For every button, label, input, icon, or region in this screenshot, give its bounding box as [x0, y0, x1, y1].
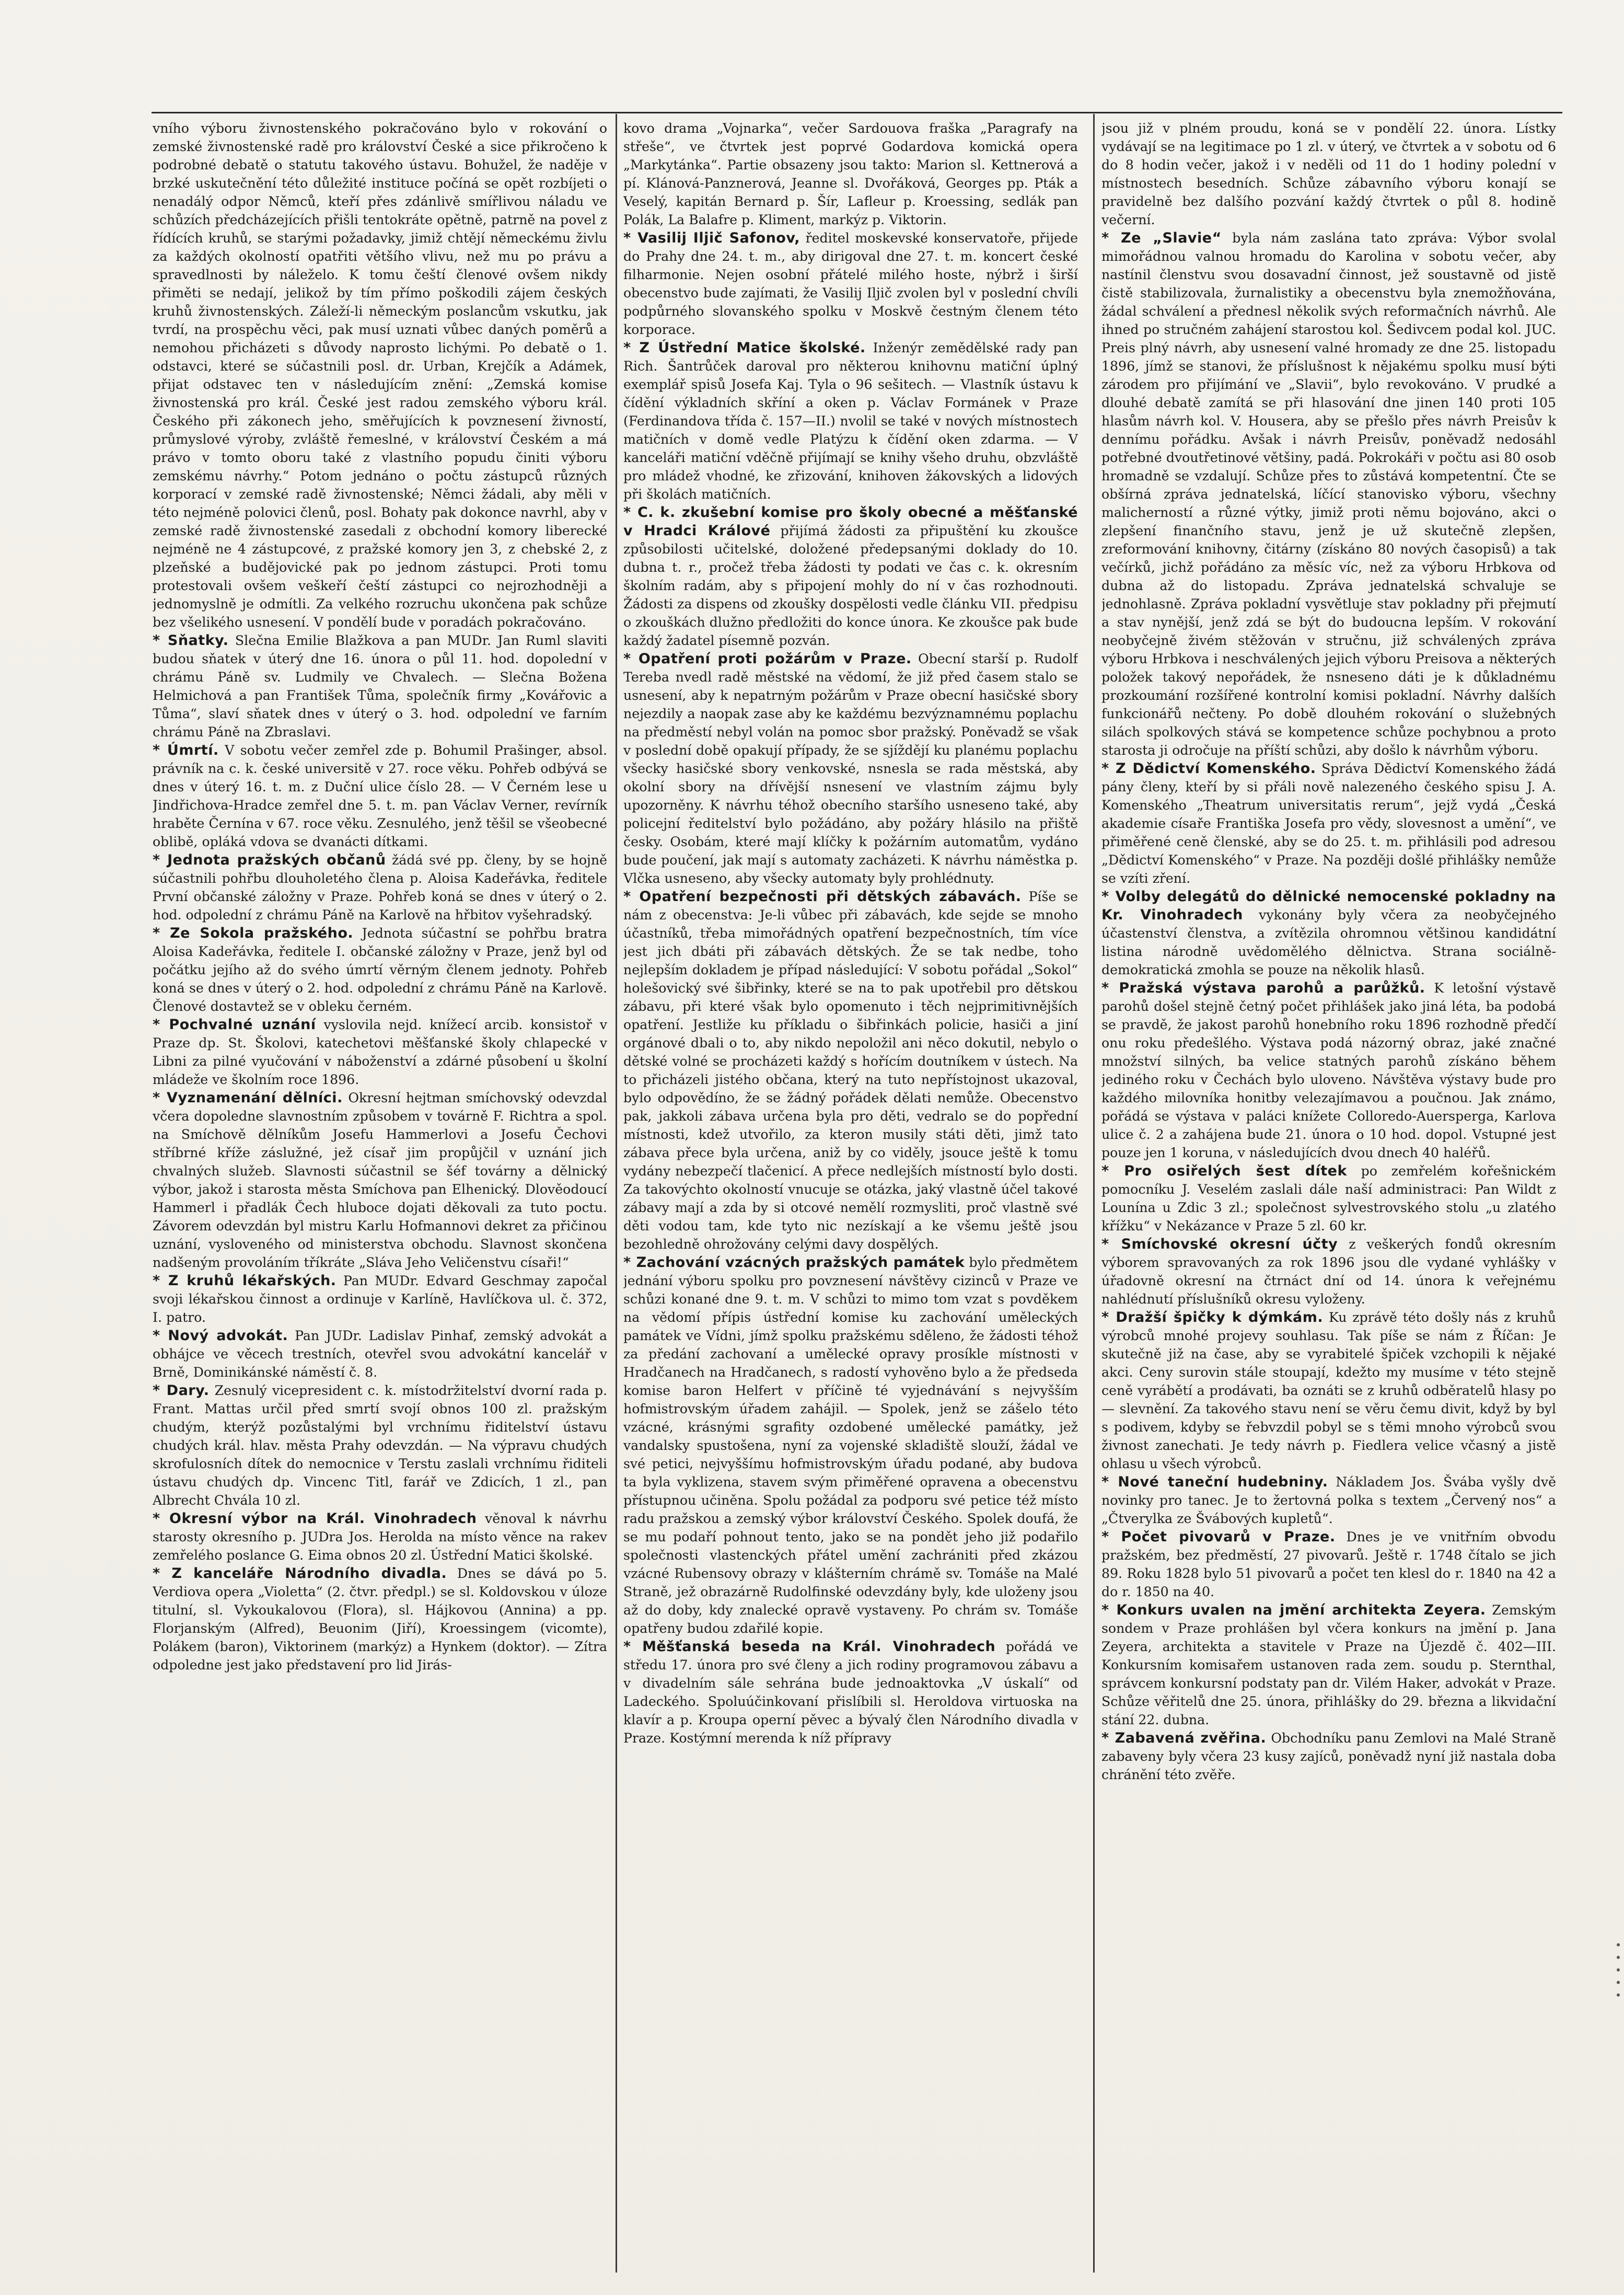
article-heading: * Zabavená zvěřina.	[1101, 1730, 1267, 1746]
article-text: věnoval k návrhu starosty okresního p. JUDra Jos. Herolda na místo věnce na rakev zemřelého poslance G. Eima obnos 20 zl. Ústřední Matici školské.	[153, 1511, 607, 1563]
article-text: Zemským sondem v Praze prohlášen byl včera konkurs na jmění p. Jana Zeyera, architekta a stavitele v Praze na Újezdě č. 402—III. Konkursním komisařem ustanoven rada zem. soudu p. Sternthal, správcem konkursní podstaty pan dr. Vilém Haker, advokát v Praze. Schůze věřitelů dne 25. února, přihlášky do 29. března a likvidační stání 22. dubna.	[1101, 1602, 1556, 1727]
article-heading: * Smíchovské okresní účty	[1101, 1236, 1338, 1252]
article-text: po zemřelém kořešnickém pomocníku J. Veselém zaslali dále naší administraci: Pan Wildt z Lounína u Zdic 3 zl.; společnost sylvestrovského stolu „u zlatého křížku“ v Nekázance v Praze 5 zl. 60 kr.	[1101, 1163, 1556, 1233]
article-paragraph	[1101, 1601, 1556, 1729]
article-paragraph	[1101, 1729, 1556, 1784]
article-text: Pan MUDr. Edvard Geschmay započal svoji lékařskou činnost a ordinuje v Karlíně, Havlíčkova ul. č. 372, I. patro.	[153, 1273, 607, 1325]
column-divider-2	[1093, 114, 1095, 2273]
article-text: přijímá žádosti za připuštění ku zkoušce způsobilosti učitelské, doložené předepsanými doklady do 10. dubna t. r., pročež třeba žádosti ty podati ve čas c. k. okresním školním radám, aby s připojení mohly do ní v čas rozhodnouti. Žádosti za dispens od zkoušky dospělosti vedle článku VII. předpisu o zkouškách dlužno předložiti do konce února. Ke zkoušce pak bude každý žadatel písemně pozván.	[623, 523, 1078, 648]
article-paragraph	[153, 119, 607, 631]
article-text: vního výboru živnostenského pokračováno bylo v rokování o zemské živnostenské radě pro království České a sice přikročeno k podrobné debatě o statutu takového ústavu. Bohužel, že naděje v brzké uskutečnění této důležité instituce počíná se opět rozbíjeti o nenadálý odpor Němců, kteří přes zdánlivě smířlivou náladu ve schůzích předcházejících přišli tentokráte opětně, patrně na povel z řídících kruhů, se starými požadavky, jimiž chtějí německému živlu za každých okolností opatřiti většího vlivu, než mu po právu a spravedlnosti by náleželo. K tomu čeští členové ovšem nikdy přiměti se nedají, jelikož by tím přímo poškodili zájem českých kruhů živnostenských. Záleží-li německým poslancům vskutku, jak tvrdí, na prospěchu věci, pak musí uznati vůbec daných poměrů a nemohou přicházeti s důvody naprosto lichými. Po debatě o 1. odstavci, které se súčastnili posl. dr. Urban, Krejčík a Adámek, přijat odstavec ten v následujícím znění: „Zemská komise živnostenská pro král. České jest radou zemského výboru král. Českého při zákonech jeho, směřujících k povznesení živností, průmyslové výroby, zvláště řemeslné, v království Českém a má právo v tomto oboru také z vlastního popudu činiti výboru zemskému návrhy.“ Potom jednáno o počtu zástupců různých korporací v zemské radě živnostenské; Němci žádali, aby měli v této nejméně polovici členů, posl. Bohaty pak dokonce navrhl, aby v zemské radě živnostenské zasedali z obchodní komory liberecké nejméně ne 4 zástupcové, z pražské komory jen 3, z chebské 2, z plzeňské a budějovické pak po jednom zástupci. Proti tomu protestovali ovšem veškeří čeští zástupci co nejrozhodněji a jednomyslně je odmítli. Za velkého rozruchu ukončena pak schůze bez všelikého usnesení. V pondělí bude v poradách pokračováno.	[153, 121, 607, 630]
article-text: žádá své pp. členy, by se hojně súčastnili pohřbu dlouholetého člena p. Aloisa Kadeřávka, ředitele První občanské záložny v Praze. Pohřeb koná se dnes v úterý o 2. hod. odpolední z chrámu Páně na Karlově na hřbitov vyšehradský.	[153, 852, 607, 922]
article-paragraph	[1101, 1528, 1556, 1601]
article-paragraph	[153, 851, 607, 924]
article-heading: * Okresní výbor na Král. Vinohradech	[153, 1510, 477, 1527]
article-text: Nákladem Jos. Švába vyšly dvě novinky pro tanec. Je to žertovná polka s textem „Červený nos“ a „Čtverylka ze Švábových kupletů“.	[1101, 1474, 1556, 1526]
article-paragraph	[153, 1272, 607, 1327]
article-paragraph	[153, 1016, 607, 1089]
article-paragraph	[153, 1509, 607, 1564]
article-paragraph	[623, 650, 1078, 887]
article-text: Dnes je ve vnitřním obvodu pražském, bez předměstí, 27 pivovarů. Ještě r. 1748 čítalo se jich 89. Roku 1828 bylo 51 pivovarů a počet ten klesl do r. 1840 na 42 a do r. 1850 na 40.	[1101, 1529, 1556, 1599]
article-paragraph	[623, 1253, 1078, 1637]
article-heading: * Úmrtí.	[153, 742, 219, 758]
article-text: Slečna Emilie Blažkova a pan MUDr. Jan Ruml slaviti budou sňatek v úterý dne 16. února o půl 11. hod. dopolední v chrámu Páně sv. Ludmily ve Chvalech. — Slečna Božena Helmichová a pan František Tůma, společník firmy „Kovářovic a Tůma“, slaví sňatek dnes v úterý o 3. hod. odpolední ve farním chrámu Páně na Zbraslavi.	[153, 633, 607, 740]
article-text: Dnes se dává po 5. Verdiova opera „Violetta“ (2. čtvr. předpl.) se sl. Koldovskou v úloze titulní, sl. Vykoukalovou (Flora), sl. Hájkovou (Annina) a pp. Florjanským (Alfred), Beuonim (Jiří), Kroessingem (vicomte), Polákem (baron), Viktorinem (markýz) a Hynkem (doktor). — Zítra odpoledne jest jako představení pro lid Jirás-	[153, 1566, 607, 1673]
article-paragraph	[1101, 759, 1556, 887]
article-paragraph	[1101, 979, 1556, 1162]
article-heading: * Z kanceláře Národního divadla.	[153, 1565, 447, 1582]
article-heading: * Ze „Slavie“	[1101, 230, 1222, 246]
article-text: Pan JUDr. Ladislav Pinhaf, zemský advokát a obhájce ve věcech trestních, otevřel svou advokátní kancelář v Brně, Dominikánské náměstí č. 8.	[153, 1328, 607, 1380]
article-paragraph	[623, 1637, 1078, 1747]
article-heading: * Počet pivovarů v Praze.	[1101, 1529, 1336, 1545]
article-text: Správa Dědictví Komenského žádá pány členy, kteří by si přáli nově nalezeného českého spisu J. A. Komenského „Theatrum universitatis rerum“, jejž vydá „Česká akademie císaře Františka Josefa pro vědy, slovesnost a umění“, ve přiměřené ceně členské, aby se do 25. t. m. přihlásili pod adresou „Dědictví Komenského“ v Praze. Na později došlé přihlášky nemůže se vzíti zření.	[1101, 761, 1556, 886]
article-text: kovo drama „Vojnarka“, večer Sardouova fraška „Paragrafy na střeše“, ve čtvrtek jest poprvé Godardova komická opera „Markytánka“. Partie obsazeny jsou takto: Marion sl. Kettnerová a pí. Klánová-Panznerová, Jeanne sl. Dvořáková, Georges pp. Pták a Veselý, kapitán Bernard p. Šír, Lafleur p. Kroessing, sedlák pan Polák, La Balafre p. Kliment, markýz p. Viktorin.	[623, 121, 1078, 227]
article-heading: * Sňatky.	[153, 632, 229, 649]
article-text: K letošní výstavě parohů došel stejně četný počet přihlášek jako jiná léta, ba podobá se pravdě, že jakost parohů honebního roku 1896 rozhodně předčí onu roku předešlého. Výstava podá názorný obraz, jaké značné množství silných, ba velice statných parohů získáno během jediného roku v Čechách bylo uloveno. Návštěva výstavy bude pro každého milovníka honitby velezajímavou a poučnou. Jak známo, pořádá se výstava v paláci knížete Colloredo-Auersperga, Karlova ulice č. 2 a zahájena bude 21. února o 10 hod. dopol. Vstupné jest pouze jen 1 koruna, v následujících dvou dnech 40 haléřů.	[1101, 981, 1556, 1160]
article-heading: * Opatření bezpečnosti při dětských zábavách.	[623, 889, 1022, 905]
article-text: Ku zprávě této došly nás z kruhů výrobců mnohé projevy souhlasu. Tak píše se nám z Říčan: Je skutečně již na čase, aby se vyrabitelé špiček vzchopili k nějaké akci. Ceny surovin stále stoupají, kdežto my musíme v této stejně ceně vyrábětí a prodávati, ba oznáti se z kruhů odběratelů hlasy po — slevnění. Za takového stavu není se věru čemu divit, když by byl s podivem, kdyby se řebvzdil pobyl se s těmi mnoho výrobců svou živnost zanechati. Je tedy návrh p. Fiedlera velice včasný a jistě ohlasu u všech výrobců.	[1101, 1310, 1556, 1471]
column-divider-1	[616, 114, 617, 2273]
article-heading: * Vyznamenání dělníci.	[153, 1090, 343, 1106]
article-heading: * Nový advokát.	[153, 1328, 288, 1344]
article-paragraph	[153, 1564, 607, 1674]
article-text: pořádá ve středu 17. února pro své členy a jich rodiny programovou zábavu a v divadelním sále sehrána bude jednoaktovka „V úskalí“ od Ladeckého. Spoluúčinkovaní přislíbili sl. Heroldova virtuoska na klavír a p. Kroupa operní pěvec a bývalý člen Národního divadla v Praze. Kostýmní merenda k níž přípravy	[623, 1639, 1078, 1746]
article-text: V sobotu večer zemřel zde p. Bohumil Prašinger, absol. právník na c. k. české universitě v 27. roce věku. Pohřeb odbývá se dnes v úterý 16. t. m. z Duční ulice číslo 28. — V Černém lese u Jindřichova-Hradce zemřel dne 5. t. m. pan Václav Verner, revírník hraběte Černína v 67. roce věku. Zesnulého, jenž těšil se všeobecné oblibě, opláká vdova se dvanácti dítkami.	[153, 743, 607, 849]
article-heading: * C. k. zkušební komise pro školy obecné a měšťanské v Hradci Králové	[623, 504, 1078, 539]
article-paragraph	[1101, 1473, 1556, 1528]
article-text: jsou již v plném proudu, koná se v pondělí 22. února. Lístky vydávají se na legitimace po 1 zl. v úterý, ve čtvrtek a v sobotu od 6 do 8 hodin večer, jakož i v neděli od 11 do 1 hodiny polední v místnostech besedních. Schůze zábavního výboru konají se pravidelně bez dalšího pozvání každý čtvrtek o půl 8. hodině večerní.	[1101, 121, 1556, 227]
article-paragraph	[623, 119, 1078, 229]
article-heading: * Pro osiřelých šest dítek	[1101, 1163, 1347, 1179]
article-text: Zesnulý vicepresident c. k. místodržitelství dvorní rada p. Frant. Mattas určil před smrtí svojí obnos 100 zl. pražským chudým, kterýž pozůstalými byl vrchnímu řiditelství ústavu chudých král. hlav. města Prahy odevzdán. — Na výpravu chudých skrofulosních dítek do nemocnice v Terstu zaslali vrchnímu řiditeli ústavu chudých dp. Vincenc Titl, farář ve Zdicích, 1 zl., pan Albrecht Chvála 10 zl.	[153, 1383, 607, 1508]
article-paragraph	[153, 1381, 607, 1509]
article-text: byla nám zaslána tato zpráva: Výbor svolal mimořádnou valnou hromadu do Karolina v sobotu večer, aby nastínil členstvu svou dosavadní činnost, jež soustavně od jistě čistě stabilizovala, žurnalistiky a obecenstvu byla znemožňována, žádal schválení a přednesl několik svých reformačních návrhů. Ale ihned po stručném zahájení starostou kol. Šedivcem podal kol. JUC. Preis plný návrh, aby usnesení valné hromady ze dne 25. listopadu 1896, jímž se stanovi, že příslušnost k nějakému spolku musí býti zárodem pro přijímání ve „Slavii“, bylo revokováno. V prudké a dlouhé debatě zamítá se při hlasování dne jinen 140 proti 105 hlasům návrh kol. V. Housera, aby se přešlo přes návrh Preisův k dennímu pořádku. Avšak i návrh Preisův, poněvadž nedosáhl potřebné dvoutřetinové většiny, padá. Pokrokáři v počtu asi 80 osob hromadně se vzdalují. Schůze přes to zůstává kompetentní. Čte se obšírná zpráva jednatelská, líčící stanovisko výboru, všechny malicherností a různé výtky, jimiž proti němu bojováno, akci o zlepšení finančního stavu, jenž je už skutečně zlepšen, zreformování knihovny, čitárny (získáno 80 nových časopisů) a tak večírků, jichž pořádáno za měsíc víc, než za výboru Hrbkova od dubna až do listopadu. Zpráva jednatelská schvaluje se jednohlasně. Zpráva pokladní vysvětluje stav pokladny při přejmutí a stav nynější, jenž zdá se být do budoucna lepším. V rokování neobyčejně živém stěžován v stručnu, již schválených zpráva výboru Hrbkova i neschválených jejich výboru Preisova a některých položek takový nepořádek, že nsneseno dáti je k důkladnému prozkoumání rozšířené kontrolní komisi pokladní. Návrhy dalších funkcionářů nečteny. Po době dlouhém rokování o služebných silách spolkových stává se kompetence schůze pochybnou a proto starosta ji odročuje na příští schůzi, aby došlo k návrhům výboru.	[1101, 230, 1556, 758]
article-paragraph	[153, 1089, 607, 1272]
article-heading: * Z Ústřední Matice školské.	[623, 340, 866, 356]
article-paragraph	[1101, 1235, 1556, 1308]
article-paragraph	[153, 1327, 607, 1381]
article-paragraph	[1101, 887, 1556, 979]
article-heading: * Dary.	[153, 1382, 210, 1399]
article-heading: * Pochvalné uznání	[153, 1017, 316, 1033]
article-text: Obecní starší p. Rudolf Tereba nvedl radě městské na vědomí, že již před časem stalo se usnesení, aby k nepatrným požárům v Praze obecní hasičské sbory nejezdily a naopak zase aby ke každému bezvýznamnému poplachu na předměstí nebyl volán na pomoc sbor pražský. Poněvadž se však v poslední době opakují případy, že se sjíždějí ku planému poplachu všecky hasičské sbory venkovské, nsnesla se rada městská, aby okolní sbory na dřívější nsnesení ve vlastním zájmu byly upozorněny. K návrhu téhož obecního staršího usneseno také, aby policejní ředitelství bylo požádáno, aby požáry hlásilo na přiště česky. Osobám, které mají klíčky k požárním automatům, vydáno bude poučení, jak mají s automaty zacházeti. K návrhu náměstka p. Vlčka usneseno, aby všecky automaty byly prohlédnuty.	[623, 651, 1078, 886]
article-text: ředitel moskevské konservatoře, přijede do Prahy dne 24. t. m., aby dirigoval dne 27. t. m. koncert české filharmonie. Nejen osobní přátelé milého hoste, nýbrž i širší obecenstvo bude zajímati, že Vasilij Iljič zvolen byl v poslední chvíli podpůrného slovanského spolku v Moskvě čestným členem této korporace.	[623, 230, 1078, 337]
article-paragraph	[1101, 1308, 1556, 1473]
article-text: Jednota súčastní se pohřbu bratra Aloisa Kadeřávka, ředitele I. občanské záložny v Praze, jenž byl od počátku jejího až do svého úmrtí věrným členem jednoty. Pohřeb koná se dnes v úterý o 2. hod. odpolední z chrámu Páně na Karlově. Členové dostavtež se v obleku černém.	[153, 926, 607, 1014]
top-rule	[152, 112, 1562, 113]
article-heading: * Z Dědictví Komenského.	[1101, 760, 1316, 777]
article-text: Obchodníku panu Zemlovi na Malé Straně zabaveny byly včera 23 kusy zajíců, poněvadž nyní již nastala doba chránění této zvěře.	[1101, 1731, 1556, 1782]
article-text: Píše se nám z obecenstva: Je-li vůbec při zábavách, kde sejde se mnoho účastníků, třeba mimořádných opatření bezpečnostních, tím více jest jich dbáti při zábavách dětských. Že se tak nedbe, toho nejlepším dokladem je případ následující: V sobotu pořádal „Sokol“ holešovický své šibřinky, které se na to pak upotřebil pro dětskou zábavu, při které však bylo opomenuto i těch nejprimitivnějších opatření. Jestliže ku příkladu o šibřinkách policie, hasiči a jiní orgánové dbali o to, aby nikdo nepoložil ani něco dokutil, nebylo o dětské volné se procházeti každý s hořícím doutníkem v ústech. Na to přicházeli jistého občana, který na tuto nepřístojnost ukazoval, bylo odpovědíno, že se žádný pořádek dělati nemůže. Obecenstvo pak, jakkoli zábava určena byla pro děti, vedralo se do popřední místnosti, kdež utvořilo, za kteron musily státi děti, jimž tato zábava přece byla určena, aniž by co viděly, jsouce ještě k tomu vydány nebezpečí tlačenicí. A přece nedlejších místností bylo dosti. Za takovýchto okolností vnucuje se otázka, jaký vlastně účel takové zábavy mají a zda by si otcové nemělí rozmysliti, proč vlastně své děti vodou tam, kde tyto nic nezískají a ke všemu ještě jsou bezohledně ohrožovány celými davy dospělých.	[623, 889, 1078, 1252]
article-paragraph	[623, 503, 1078, 650]
article-heading: * Jednota pražských občanů	[153, 852, 386, 868]
article-heading: * Nové taneční hudebniny.	[1101, 1474, 1328, 1490]
article-heading: * Dražší špičky k dýmkám.	[1101, 1309, 1324, 1325]
article-text: Okresní hejtman smíchovský odevzdal včera dopoledne slavnostním způsobem v továrně F. Richtra a spol. na Smíchově dělníkům Josefu Hammerlovi a Josefu Čechovi stříbrné kříže záslužné, jež císař jim propůjčil v uznání jich chvalných služeb. Slavnosti súčastnil se šéf továrny a dělnický výbor, jakož i starosta města Smíchova pan Elhenický. Dlověodoucí Hammerl i přadlák Čech hluboce dojati děkovali za tuto poctu. Závorem odevzdán byl mistru Karlu Hofmannovi dekret za přičinou uznání, vysloveného od ministerstva obchodu. Slavnost skončena nadšeným provoláním tříkráte „Sláva Jeho Veličenstvu císaři!“	[153, 1090, 607, 1270]
column-1	[153, 119, 607, 2257]
column-2	[623, 119, 1078, 2257]
article-paragraph	[153, 924, 607, 1016]
article-heading: * Konkurs uvalen na jmění architekta Zeyera.	[1101, 1602, 1486, 1618]
article-paragraph	[1101, 119, 1556, 229]
binding-holes	[1615, 1934, 1622, 2017]
article-text: vykonány byly včera za neobyčejného účastenství členstva, a zvítězila ohromnou většinou kandidátní listina národně uvědomělého dělnictva. Strana sociálně-demokratická zmohla se pouze na několik hlasů.	[1101, 907, 1556, 977]
article-heading: * Zachování vzácných pražských památek	[623, 1254, 965, 1271]
article-heading: * Volby delegátů do dělnické nemocenské pokladny na Kr. Vinohradech	[1101, 889, 1556, 923]
article-heading: * Vasilij Iljič Safonov,	[623, 230, 800, 246]
article-paragraph	[623, 339, 1078, 503]
article-paragraph	[153, 631, 607, 741]
article-paragraph	[1101, 1162, 1556, 1235]
article-paragraph	[1101, 229, 1556, 759]
article-text: Inženýr zemědělské rady pan Rich. Šantrůček daroval pro některou knihovnu matiční úplný exemplář spisů Josefa Kaj. Tyla o 96 sešitech. — Vlastník ústavu k čídění výkladních skříní a oken p. Václav Formánek v Praze (Ferdinandova třída č. 157—II.) nvolil se také v nových místnostech matičních v domě vedle Platýzu k čídění oken zdarma. — V kanceláři matiční vděčně přijímají se knihy všeho druhu, obzvláště pro mládež vhodné, ke zřizování, knihoven žákovských a lidových při školách matičních.	[623, 340, 1078, 502]
article-text: bylo předmětem jednání výboru spolku pro povznesení návštěvy cizinců v Praze ve schůzi konané dne 9. t. m. V schůzi to mimo tom vzat s povděkem na vědomí přípis ústřední komise ku zachování uměleckých památek ve Vídni, jímž spolku pražskému sděleno, že žádosti téhož za předání zachovaní a umělecké opravy prosíkle místnosti v Hradčanech na Hradčanech, s radostí vyhověno bylo a že předseda komise baron Helfert v příčině té vyjednávání s nejvyšším hofmistrovským úřadem zahájil. — Spolek, jenž se zášelo této vzácné, krásnými sgrafity ozdobené umělecké památky, jež vandalsky spustošena, nyní za vojenské skladiště slouží, žádal ve své petici, nejvyššímu hofmistrovským úřadu podané, aby budova ta byla vyklizena, stavem svým přiměřené opravena a obecenstvu přístupnou učiněna. Spolu požádal za podporu své petice též místo radu pražskou a zemský výbor království Českého. Spolek doufá, že se mu podaří pohnout tento, jako se na pondět jeho již podařilo společnosti vlastenckých přátel umění zachrániti před zkázou vzácné Rubensovy obrazy v klášterním chrámě sv. Tomáše na Malé Straně, jež obrazárně Rudolfinské odevzdány byly, kde uloženy jsou až do doby, kdy znalecké opravě vystaveny. Po chrám sv. Tomáše opatřeny budou zdařilé kopie.	[623, 1255, 1078, 1636]
article-paragraph	[623, 887, 1078, 1253]
article-text: z veškerých fondů okresním výborem spravovaných za rok 1896 jsou dle vydané vyhlášky v úřadovně okresní na čtrnáct dní od 14. února k veřejnému nahlédnutí příslušníků okresu vyloženy.	[1101, 1237, 1556, 1307]
article-paragraph	[623, 229, 1078, 339]
article-heading: * Pražská výstava parohů a parůžků.	[1101, 980, 1425, 996]
article-heading: * Opatření proti požárům v Praze.	[623, 651, 912, 667]
article-heading: * Měšťanská beseda na Král. Vinohradech	[623, 1639, 996, 1655]
article-text: vyslovila nejd. knížecí arcib. konsistoř v Praze dp. St. Školovi, katechetovi měšťanské školy chlapecké v Libni za pilné vyučování v náboženství a zdárné působení u školní mládeže ve školním roce 1896.	[153, 1017, 607, 1087]
article-heading: * Z kruhů lékařských.	[153, 1273, 337, 1289]
article-heading: * Ze Sokola pražského.	[153, 925, 354, 941]
article-paragraph	[153, 741, 607, 851]
column-3	[1101, 119, 1556, 2257]
